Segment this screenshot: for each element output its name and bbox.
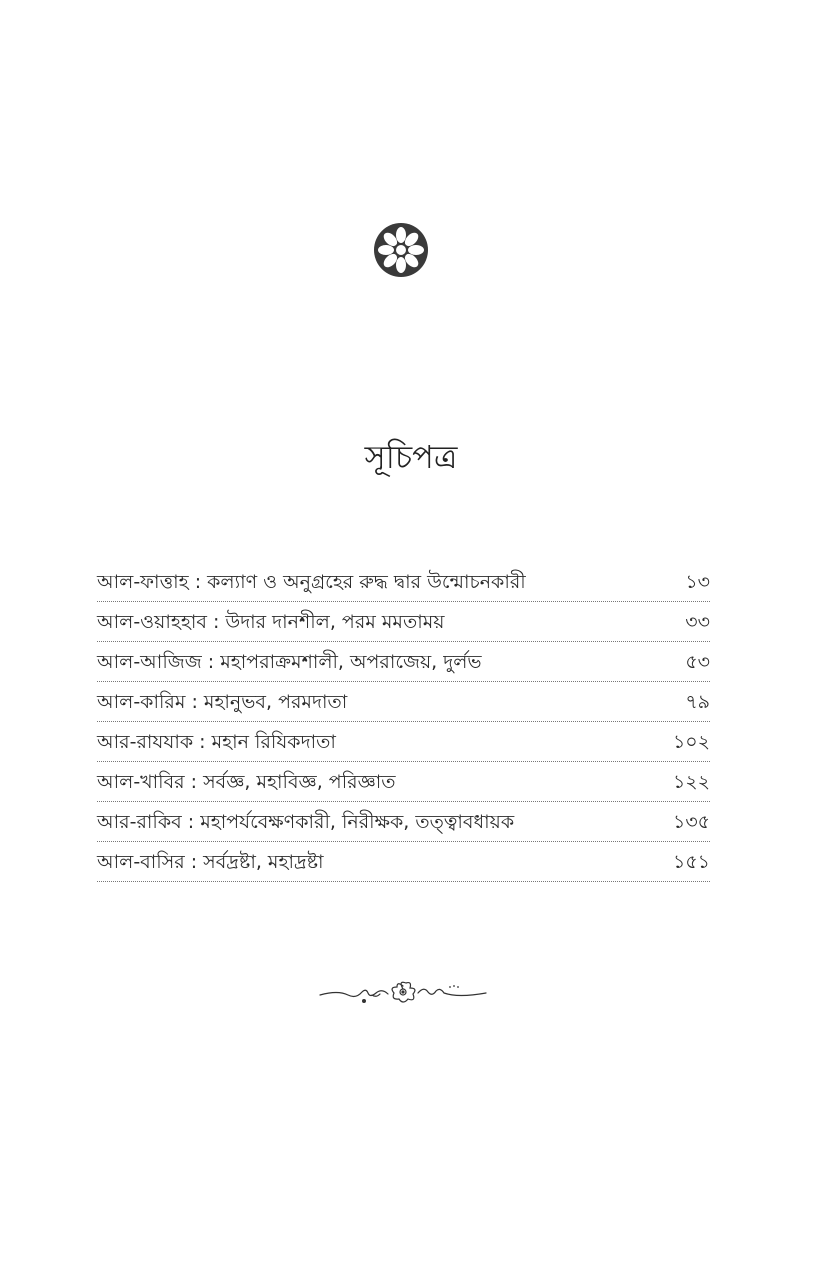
toc-row[interactable] — [97, 803, 710, 842]
toc-row[interactable] — [97, 563, 710, 602]
toc-row[interactable] — [97, 723, 710, 762]
toc-row[interactable] — [97, 843, 710, 882]
toc-page-number: ৫৩ — [685, 651, 710, 673]
toc-entry: আল-আজিজ : মহাপরাক্রমশালী, অপরাজেয়, দুর্লভ — [97, 651, 482, 673]
toc-entry: আর-রাকিব : মহাপর্যবেক্ষণকারী, নিরীক্ষক, তত্ত্বাবধায়ক — [97, 811, 515, 833]
toc-entry: আল-বাসির : সর্বদ্রষ্টা, মহাদ্রষ্টা — [97, 851, 324, 873]
toc-page-number: ১০২ — [672, 731, 710, 753]
toc-page-number: ১৩ — [685, 571, 710, 593]
toc-row[interactable] — [97, 643, 710, 682]
toc-row[interactable] — [97, 683, 710, 722]
toc-page-number: ৩৩ — [685, 611, 710, 633]
toc-page-number: ১২২ — [672, 771, 710, 793]
toc-entry: আল-ওয়াহহাব : উদার দানশীল, পরম মমতাময় — [97, 611, 445, 633]
floral-divider-icon — [318, 978, 488, 1010]
toc-page-number: ১৫১ — [673, 851, 710, 873]
toc-entry: আল-কারিম : মহানুভব, পরমদাতা — [97, 691, 348, 713]
toc-page-number: ৭৯ — [685, 691, 710, 713]
page-title: সূচিপত্র — [364, 438, 458, 476]
toc-entry: আল-ফাত্তাহ : কল্যাণ ও অনুগ্রহের রুদ্ধ দ্বার উন্মোচনকারী — [97, 571, 526, 593]
table-of-contents — [97, 563, 710, 883]
toc-row[interactable] — [97, 603, 710, 642]
toc-entry: আর-রাযযাক : মহান রিযিকদাতা — [97, 731, 336, 753]
toc-page-number: ১৩৫ — [672, 811, 710, 833]
toc-entry: আল-খাবির : সর্বজ্ঞ, মহাবিজ্ঞ, পরিজ্ঞাত — [97, 771, 396, 793]
toc-row[interactable] — [97, 763, 710, 802]
flower-wheel-icon — [373, 222, 429, 278]
